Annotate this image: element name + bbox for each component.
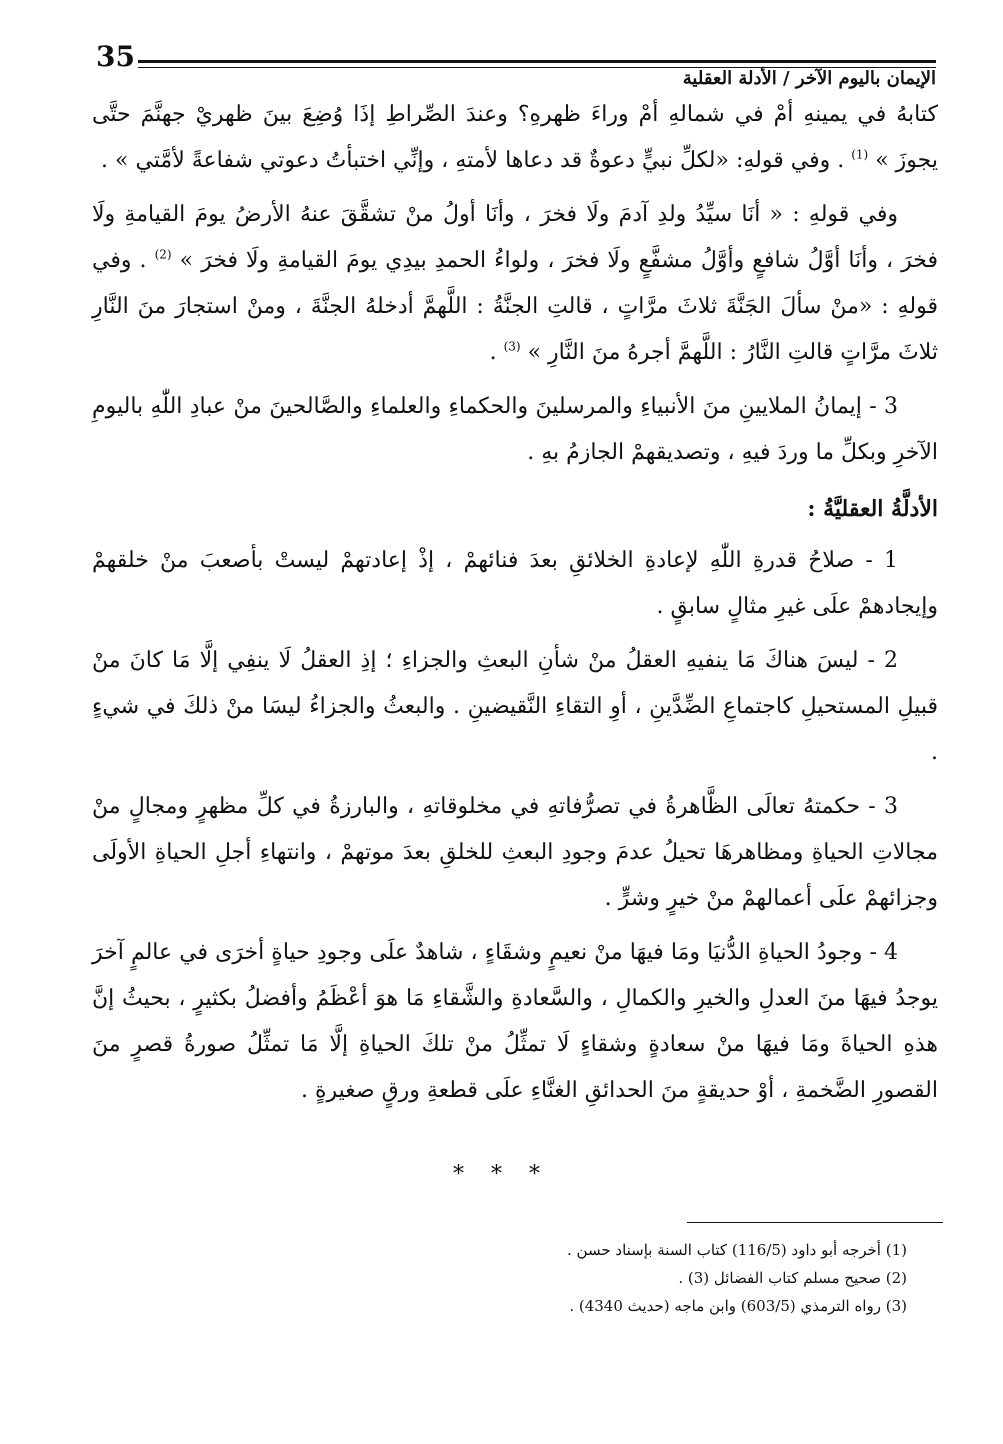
- footnote-rule: [687, 1222, 943, 1223]
- paragraph-7: 4 - وجودُ الحياةِ الدُّنيَا ومَا فيهَا منْ نعيمٍ وشقَاءٍ ، شاهدٌ علَى وجودِ حياةٍ أخرَى في عالمٍ آخرَ يوجدُ فيهَا منَ العدلِ والخيرِ والكمالِ ، والسَّعادةِ والشَّقاءِ مَا هوَ أعْظَمُ وأفضلُ بكثيرٍ ، بحيثُ إنَّ هذهِ الحياةَ ومَا فيهَا منْ سعادةٍ وشقاءٍ لَا تمثِّلُ منْ تلكَ الحياةِ إلَّا مَا تمثِّلُ صورةُ قصرٍ منَ القصورِ الضَّخمةِ ، أوْ حديقةٍ منَ الحدائقِ الغنَّاءِ علَى قطعةِ ورقٍ صغيرةٍ .: [92, 940, 938, 1103]
- paragraph-2-cont: . وفي قولهِ : «منْ سألَ الجَنَّةَ ثلاثَ مرَّاتٍ ، قالتِ الجنَّةُ : اللَّهمَّ أدخلهُ الجنَّةَ ، ومنْ استجارَ منَ النَّارِ ثلاثَ مرَّاتٍ قالتِ النَّارُ : اللَّهمَّ أجرهُ منَ النَّارِ »: [92, 248, 938, 365]
- footnote-1: (1) أخرجه أبو داود (116/5) كتاب السنة بإسناد حسن .: [567, 1241, 907, 1259]
- page-number: 35: [96, 40, 135, 73]
- main-text: [92, 92, 938, 1122]
- paragraph-2: [92, 192, 938, 376]
- paragraph-4: 1 - صلاحُ قدرةِ اللّٰهِ لإعادةِ الخلائقِ بعدَ فنائهمْ ، إذْ إعادتهمْ ليستْ بأصعبَ منْ خلقهمْ وإيجادهمْ علَى غيرِ مثالٍ سابقٍ .: [92, 548, 938, 619]
- footnotes: [147, 1236, 907, 1320]
- section-separator: * * *: [453, 1162, 550, 1187]
- footnote-3: (3) رواه الترمذي (603/5) وابن ماجه (حديث 4340) .: [569, 1297, 907, 1315]
- paragraph-6: 3 - حكمتهُ تعالَى الظَّاهرةُ في تصرُّفاتهِ في مخلوقاتهِ ، والبارزةُ في كلِّ مظهرٍ ومجالٍ منْ مجالاتِ الحياةِ ومظاهرهَا تحيلُ عدمَ وجودِ البعثِ للخلقِ بعدَ موتهمْ ، وانتهاءِ أجلِ الحياةِ الأولَى وجزائهمْ علَى أعمالهمْ منْ خيرٍ وشرٍّ .: [92, 794, 938, 911]
- page-header: [96, 40, 936, 89]
- header-rule-thick: [138, 60, 936, 63]
- paragraph-5: 2 - ليسَ هناكَ مَا ينفيهِ العقلُ منْ شأنِ البعثِ والجزاءِ ؛ إذِ العقلُ لَا ينفِي إلَّا مَا كانَ منْ قبيلِ المستحيلِ كاجتماعِ الضِّدَّينِ ، أوِ التقاءِ النَّقيضينِ . والبعثُ والجزاءُ ليسَا منْ ذلكَ في شيءٍ .: [92, 648, 938, 765]
- paragraph-2-end: .: [489, 340, 497, 365]
- paragraph-2-text: وفي قولهِ : « أنَا سيِّدُ ولدِ آدمَ ولَا فخرَ ، وأنَا أولُ منْ تشقَّقَ عنهُ الأرضُ يومَ القيامةِ ولَا فخرَ ، وأنَا أوَّلُ شافعٍ وأوَّلُ مشفَّعٍ ولَا فخرَ ، ولواءُ الحمدِ بيدِي يومَ القيامةِ ولَا فخرَ »: [92, 202, 938, 273]
- paragraph-3: 3 - إيمانُ الملايينِ منَ الأنبياءِ والمرسلينَ والحكماءِ والعلماءِ والصَّالحينَ منْ عبادِ اللّٰهِ باليومِ الآخرِ وبكلِّ ما وردَ فيهِ ، وتصديقهمْ الجازمُ بهِ .: [92, 394, 938, 465]
- paragraph-1-cont: . وفي قولهِ: «لكلِّ نبيٍّ دعوةٌ قد دعاها لأمتهِ ، وإنِّي اختبأتُ دعوتي شفاعةً لأمَّتي » .: [101, 148, 845, 173]
- footnote-ref-2: (2): [154, 247, 172, 262]
- footnote-ref-1: (1): [851, 147, 869, 162]
- footnote-ref-3: (3): [503, 339, 521, 354]
- running-title: الإيمان باليوم الآخر / الأدلة العقلية: [682, 68, 936, 89]
- section-heading: الأدلَّةُ العقليَّةُ :: [807, 496, 938, 522]
- paragraph-1-text: كتابهُ في يمينهِ أمْ في شمالهِ أمْ وراءَ ظهرهِ؟ وعندَ الصِّراطِ إذَا وُضِعَ بينَ ظهريْ جهنَّمَ حتَّى يجوزَ »: [92, 102, 938, 173]
- paragraph-1: [92, 92, 938, 184]
- footnote-2: (2) صحيح مسلم كتاب الفضائل (3) .: [678, 1269, 907, 1287]
